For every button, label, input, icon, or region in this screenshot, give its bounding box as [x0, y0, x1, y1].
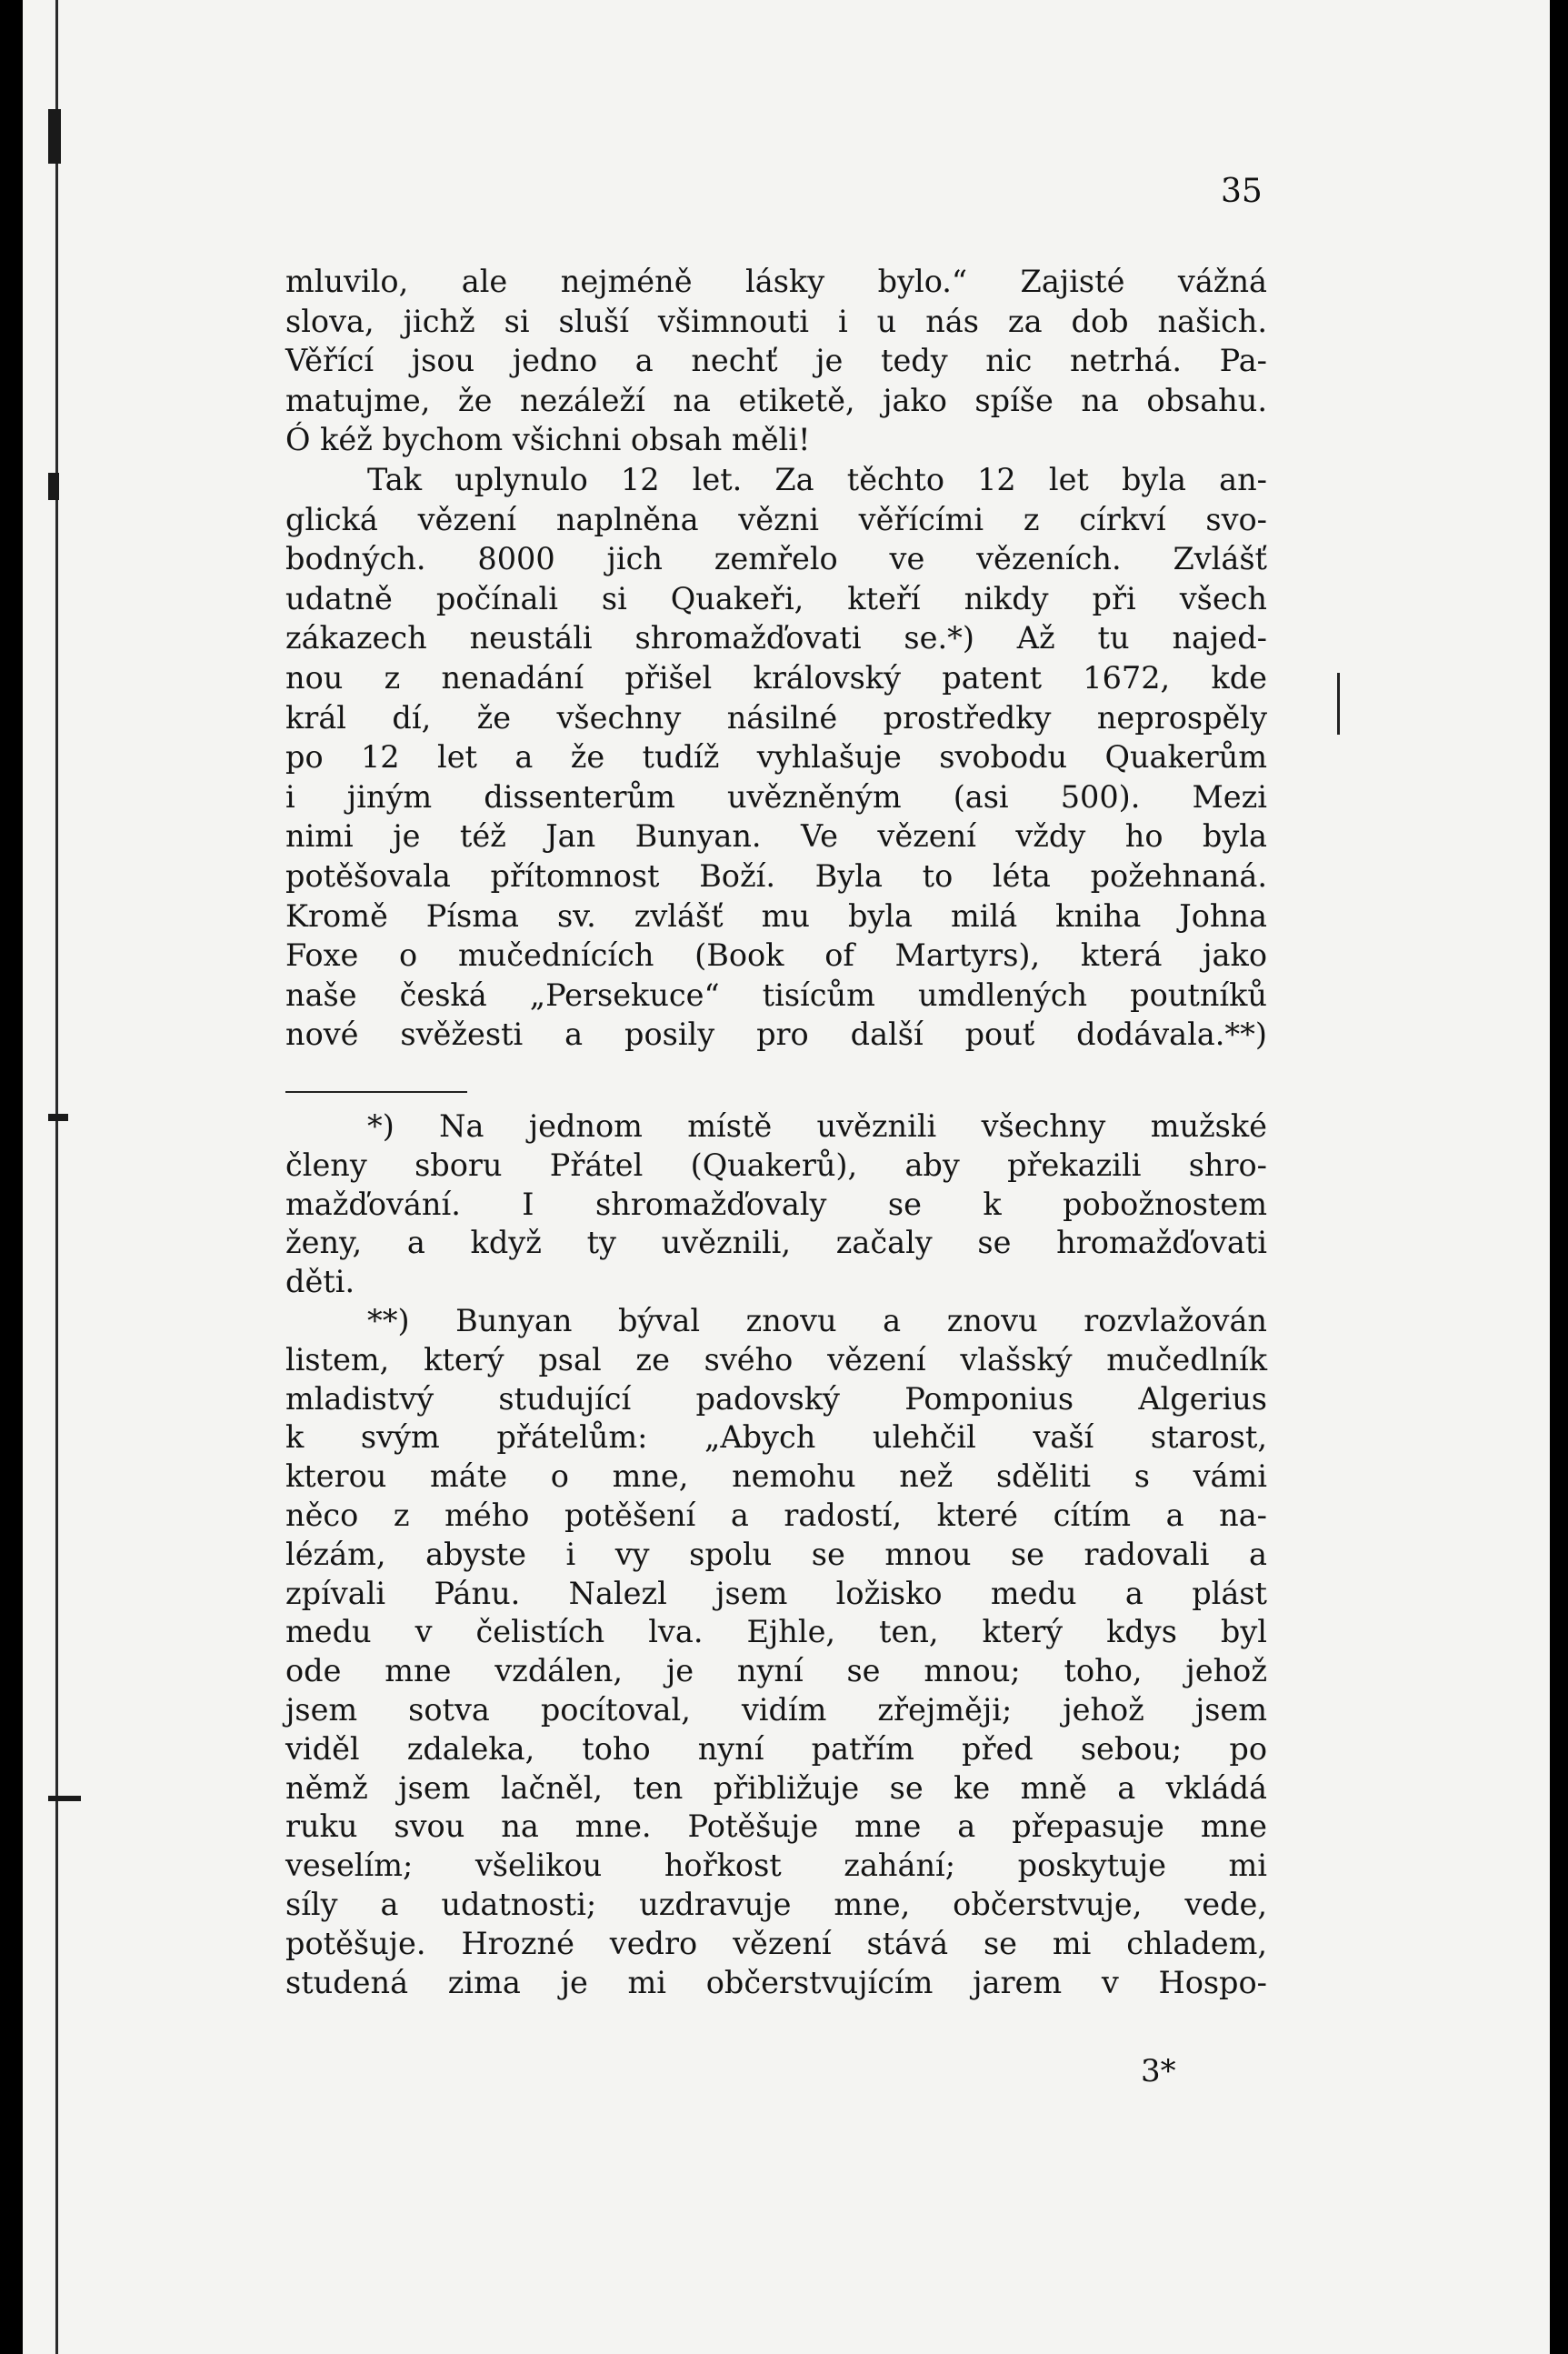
footnotes — [285, 1107, 1267, 2002]
text-line: mluvilo, ale nejméně lásky bylo.“ Zajisté vážná — [285, 264, 1267, 299]
main-text — [285, 262, 1267, 1055]
footnote-line: potěšuje. Hrozné vedro vězení stává se mi chladem, — [285, 1925, 1267, 1961]
text-line: i jiným dissenterům uvězněným (asi 500). Mezi — [285, 778, 1267, 815]
footnote-line: veselím; všelikou hořkost zahání; poskytuje mi — [285, 1848, 1267, 1884]
binding-mark — [48, 473, 59, 500]
footnote-line: *) Na jednom místě uvěznili všechny mužské — [367, 1108, 1267, 1144]
text-line: slova, jichž si sluší všimnouti i u nás za dob našich. — [285, 303, 1267, 339]
text-line: nové svěžesti a posily pro další pouť dodávala.**) — [285, 1017, 1267, 1053]
binding-edge — [55, 0, 58, 2354]
footnote-line: **) Bunyan býval znovu a znovu rozvlažován — [367, 1302, 1267, 1338]
footnote-line: ženy, a když ty uvěznili, začaly se hromažďovati — [285, 1225, 1267, 1261]
text-line: Kromě Písma sv. zvlášť mu byla milá kniha Johna — [285, 897, 1267, 934]
footnote-line: k svým přátelům: „Abych ulehčil vaší starost, — [285, 1419, 1267, 1456]
footnote-line: listem, který psal ze svého vězení vlašský mučedlník — [285, 1341, 1267, 1377]
footnote-line: medu v čelistích lva. Ejhle, ten, který kdys byl — [285, 1614, 1267, 1650]
text-line: glická vězení naplněna vězni věřícími z církví svo- — [285, 501, 1267, 537]
binding-mark — [48, 109, 61, 164]
footnote-line: mažďování. I shromažďovaly se k pobožnostem — [285, 1186, 1267, 1222]
footnote-line: děti. — [285, 1264, 355, 1300]
footnote-line: členy sboru Přátel (Quakerů), aby překazili shro- — [285, 1147, 1267, 1183]
footnote-line: mladistvý studující padovský Pomponius Algerius — [285, 1380, 1267, 1417]
footnote-line: jsem sotva pocítoval, vidím zřejměji; jehož jsem — [285, 1691, 1267, 1728]
footnote-line: síly a udatnosti; uzdravuje mne, občerstvuje, vede, — [285, 1886, 1267, 1922]
text-line: potěšovala přítomnost Boží. Byla to léta požehnaná. — [285, 857, 1267, 894]
binding-mark — [48, 1796, 81, 1801]
text-line: Tak uplynulo 12 let. Za těchto 12 let byla an- — [367, 461, 1267, 497]
signature-mark: 3* — [1141, 2053, 1176, 2089]
footnote-line: zpívali Pánu. Nalezl jsem ložisko medu a plást — [285, 1575, 1267, 1611]
footnote-line: ode mne vzdálen, je nyní se mnou; toho, jehož — [285, 1653, 1267, 1689]
footnote-line: lézám, abyste i vy spolu se mnou se radovali a — [285, 1536, 1267, 1572]
text-line: po 12 let a že tudíž vyhlašuje svobodu Quakerům — [285, 739, 1267, 776]
footnote-line: němž jsem lačněl, ten přibližuje se ke mně a vkládá — [285, 1769, 1267, 1806]
text-line: bodných. 8000 jich zemřelo ve vězeních. Zvlášť — [285, 541, 1267, 577]
text-line: nimi je též Jan Bunyan. Ve vězení vždy ho byla — [285, 818, 1267, 855]
text-line: udatně počínali si Quakeři, kteří nikdy při všech — [285, 580, 1267, 616]
footnote-line: ruku svou na mne. Potěšuje mne a přepasuje mne — [285, 1808, 1267, 1845]
footnote-line: kterou máte o mne, nemohu než sděliti s vámi — [285, 1458, 1267, 1495]
text-line: Ó kéž bychom všichni obsah měli! — [285, 422, 811, 458]
footnote-line: studená zima je mi občerstvujícím jarem v Hospo- — [285, 1964, 1267, 2000]
margin-mark — [1337, 673, 1340, 735]
footnote-line: něco z mého potěšení a radostí, které cítím a na- — [285, 1497, 1267, 1533]
text-line: Věřící jsou jedno a nechť je tedy nic netrhá. Pa- — [285, 343, 1267, 379]
footnote-line: viděl zdaleka, toho nyní patřím před sebou; po — [285, 1730, 1267, 1767]
text-line: naše česká „Persekuce“ tisícům umdlených poutníků — [285, 977, 1267, 1013]
footnote-separator — [285, 1091, 467, 1093]
text-line: Foxe o mučednících (Book of Martyrs), která jako — [285, 937, 1267, 974]
text-line: zákazech neustáli shromažďovati se.*) Až tu najed- — [285, 620, 1267, 656]
text-line: matujme, že nezáleží na etiketě, jako spíše na obsahu. — [285, 382, 1267, 418]
text-line: král dí, že všechny násilné prostředky neprospěly — [285, 699, 1267, 736]
page-number: 35 — [1221, 173, 1263, 210]
binding-mark — [48, 1114, 68, 1121]
text-line: nou z nenadání přišel královský patent 1672, kde — [285, 659, 1267, 696]
paper-sheet — [23, 0, 1550, 2354]
